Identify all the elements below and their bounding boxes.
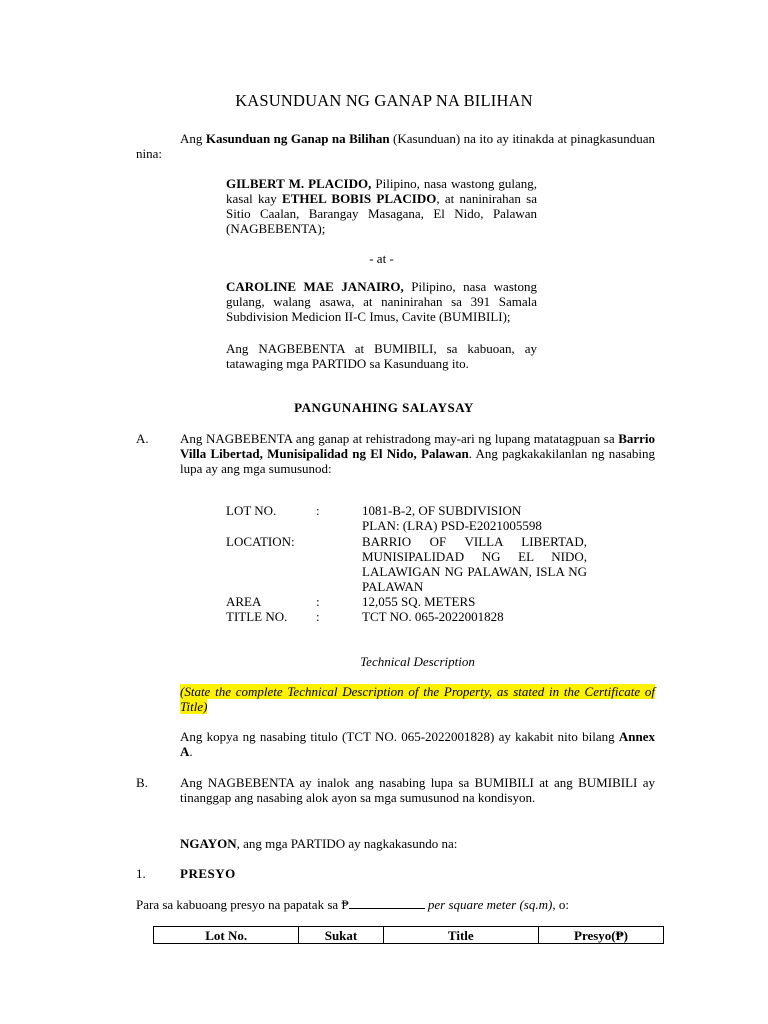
price-unit: per square meter (sq.m) (427, 897, 553, 912)
area-colon: : (316, 594, 320, 609)
ngayon-paragraph (180, 836, 655, 851)
section-1-number: 1. (136, 866, 146, 881)
buyer-name: CAROLINE MAE JANAIRO, (226, 279, 404, 294)
location-label: LOCATION: (226, 534, 295, 549)
buyer-text-1: Pilipino, nasa wastong gulang, walang asawa, at naninirahan sa 391 Samala Subdivision Medicion II-C Imus, Cavite (BUMIBILI); (226, 279, 537, 324)
section-1-heading: PRESYO (180, 866, 236, 881)
header-lot-no: Lot No. (154, 927, 299, 944)
clause-b-paragraph: Ang NAGBEBENTA ay inalok ang nasabing lupa sa BUMIBILI at ang BUMIBILI ay tinanggap ang nasabing alok ayon sa mga sumusunod na kondisyon. (180, 775, 655, 805)
tech-desc-note (180, 684, 655, 714)
intro-agreement-name: Kasunduan ng Ganap na Bilihan (205, 131, 390, 146)
seller-paragraph (226, 176, 537, 236)
buyer-paragraph (226, 279, 537, 324)
annex-text-1: Ang kopya ng nasabing titulo (TCT NO. 065-2022001828) ay kakabit nito bilang (180, 729, 615, 744)
header-title: Title (383, 927, 538, 944)
lot-colon: : (316, 503, 320, 518)
lot-value-1: 1081-B-2, OF SUBDIVISION (362, 503, 522, 518)
location-value: BARRIO OF VILLA LIBERTAD, MUNISIPALIDAD NG EL NIDO, LALAWIGAN NG PALAWAN, ISLA NG PALAWAN (362, 534, 587, 594)
intro-text-2: (Kasunduan) na ito ay itinakda at pinagkasunduan nina: (136, 131, 655, 161)
price-blank (349, 897, 425, 909)
title-no-colon: : (316, 609, 320, 624)
area-value: 12,055 SQ. METERS (362, 594, 476, 609)
lot-label: LOT NO. (226, 503, 277, 518)
intro-paragraph (136, 131, 655, 161)
header-presyo: Presyo(₱) (538, 927, 663, 944)
section-heading: PANGUNAHING SALAYSAY (294, 400, 474, 415)
title-no-value: TCT NO. 065-2022001828 (362, 609, 504, 624)
annex-paragraph (180, 729, 655, 759)
clause-a-text-2: . Ang pagkakakilanlan ng nasabing lupa ay ang mga sumusunod: (180, 446, 655, 476)
clause-a-text-1: Ang NAGBEBENTA ang ganap at rehistradong may-ari ng lupang matatagpuan sa (180, 431, 615, 446)
seller-name: GILBERT M. PLACIDO, (226, 176, 372, 191)
clause-a-marker: A. (136, 431, 149, 446)
lot-table-header-row (154, 927, 664, 944)
area-label: AREA (226, 594, 262, 609)
clause-a-location: Barrio Villa Libertad, Munisipalidad ng El Nido, Palawan (180, 431, 656, 461)
seller-spouse-name: ETHEL BOBIS PLACIDO (282, 191, 437, 206)
price-text-2: , o: (552, 897, 569, 912)
annex-label: Annex A (180, 729, 655, 759)
parties-paragraph: Ang NAGBEBENTA at BUMIBILI, sa kabuoan, ay tatawaging mga PARTIDO sa Kasunduang ito. (226, 341, 537, 371)
seller-text-1: Pilipino, nasa wastong gulang, kasal kay (226, 176, 537, 206)
and-separator: - at - (369, 251, 394, 266)
ngayon-label: NGAYON (180, 836, 237, 851)
header-sukat: Sukat (299, 927, 383, 944)
price-text-1: Para sa kabuoang presyo na papatak sa ₱ (136, 897, 349, 912)
intro-text-1: Ang (180, 131, 203, 146)
document-title: KASUNDUAN NG GANAP NA BILIHAN (235, 91, 533, 110)
lot-value-2: PLAN: (LRA) PSD-E2021005598 (362, 518, 542, 533)
clause-a-paragraph (180, 431, 655, 476)
tech-desc-note-text: (State the complete Technical Description of the Property, as stated in the Certificate of Title) (180, 684, 655, 714)
clause-b-marker: B. (136, 775, 148, 790)
ngayon-text: , ang mga PARTIDO ay nagkakasundo na: (236, 836, 458, 851)
tech-desc-heading: Technical Description (360, 654, 475, 669)
price-line (136, 897, 655, 912)
annex-text-2: . (189, 744, 193, 759)
title-no-label: TITLE NO. (226, 609, 288, 624)
lot-table (153, 926, 664, 944)
seller-text-2: , at naninirahan sa Sitio Caalan, Barangay Masagana, El Nido, Palawan (NAGBEBENTA); (226, 191, 538, 236)
